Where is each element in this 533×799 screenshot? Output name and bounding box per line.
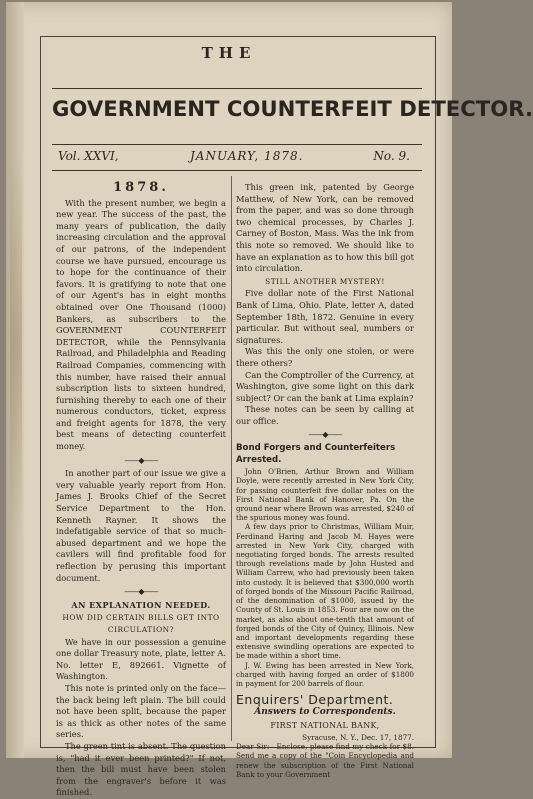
- answers-heading: Answers to Correspondents.: [254, 706, 396, 717]
- stolen-question-paragraph: Was this the only one stolen, or were there others?: [236, 346, 414, 368]
- year-heading: 1878.: [113, 180, 169, 195]
- report-paragraph: In another part of our issue we give a very valuable yearly report from Hon. James J. Brooks Chief of the Secret Service Department to the Hon. Kenneth Rayner. It shows the indefatigable service of that so much-abused department and we hope the cavilers will find profitable food for reflection by perusing this important document.: [56, 468, 226, 583]
- ornament-divider: ——◆——: [308, 430, 342, 440]
- enquirers-heading: Enquirers' Department.: [236, 692, 394, 708]
- letter-paragraph: Dear Sir:—Enclose, please find my check for $8. Send me a copy of the "Coin Encyclopedia and renew the subscription of the First National Bank to your Government: [236, 742, 414, 779]
- ornament-divider: ——◆——: [124, 455, 158, 465]
- explanation-paragraph-3: The green tint is absent. The question is, "had it ever been printed?" If not, then the bill must have been stolen from the engraver's before it was finished.: [56, 740, 226, 798]
- bank-dateline: Syracuse, N. Y., Dec. 17, 1877.: [302, 732, 414, 742]
- muir-paragraph: A few days prior to Christmas, William Muir, Ferdinand Haring and Jacob M. Hayes were arrested in New York City, charged with negotiating forged bonds. The arrests resulted through revelations made by John Husted and William Carrew, who had previously been taken into custody. It is believed that $300,000 worth of forged bonds of the Missouri Pacific Railroad, of the denomination of $1000, issued by the County of St. Louis in 1853. Four are now on the market, as also about one-tenth that amount of forged bonds of the City of Quincy, Illinois. New and important developments regarding these extensive swindling operations are expected to be made within a short time.: [236, 522, 414, 661]
- forgers-heading: Bond Forgers and Counterfeiters Arrested.: [236, 443, 396, 465]
- paper-stain: [10, 150, 22, 540]
- intro-paragraph: With the present number, we begin a new year. The success of the past, the many years of publication, the daily increasing circulation and the approval of our patrons, of the independent course we have pursued, encourage us to hope for the continuance of their favors. It is gratifying to note that one of our Agent's has in eight months obtained over One Thousand (1000) Bankers, as subscribers to the GOVERNMENT COUNTERFEIT DETECTOR, while the Pennsylvania Railroad, and Philadelphia and Reading Railroad Companies, commencing with this number, have raised their annual subscription lists to sixteen hundred, furnishing thereby to each one of their numerous conductors, ticket, express and freight agents for 1878, the very best means of detecting counterfeit money.: [56, 197, 226, 452]
- masthead-top-rule: [52, 88, 422, 89]
- bank-heading: FIRST NATIONAL BANK,: [270, 721, 380, 731]
- explanation-heading: AN EXPLANATION NEEDED.: [71, 599, 211, 610]
- explanation-paragraph-2: This note is printed only on the face—the back being left plain. The bill could not have been split, because the paper is as thick as other notes of the same series.: [56, 682, 226, 740]
- green-ink-paragraph: This green ink, patented by George Matthew, of New York, can be removed from the paper, and was so done through two chemical processes, by Charles J. Carney of Boston, Mass. Was the ink from this note so removed. We should like to have an explanation as to how this bill got into circulation.: [236, 182, 414, 274]
- ornament-divider: ——◆——: [124, 587, 158, 597]
- column-divider: [231, 176, 232, 741]
- right-column: [236, 182, 414, 779]
- ewing-paragraph: J. W. Ewing has been arrested in New York, charged with having forged an order of $1800 in payment for 200 barrels of flour.: [236, 660, 414, 688]
- issue-line: [58, 149, 410, 167]
- masthead-bottom-rule: [52, 144, 422, 145]
- issue-bottom-rule: [52, 170, 422, 171]
- lima-note-paragraph: Five dollar note of the First National Bank of Lima, Ohio. Plate, letter A, dated September 18th, 1872. Genuine in every particular. But without seal, numbers or signatures.: [236, 288, 414, 345]
- issue-number: No. 9.: [373, 149, 410, 163]
- office-paragraph: These notes can be seen by calling at our office.: [236, 404, 414, 426]
- comptroller-paragraph: Can the Comptroller of the Currency, at Washington, give some light on this dark subject? Or can the bank at Lima explain?: [236, 369, 414, 403]
- issue-date: JANUARY, 1878.: [190, 149, 304, 163]
- obrien-paragraph: John O'Brien, Arthur Brown and William Doyle, were recently arrested in New York City, for passing counterfeit five dollar notes on the First National Bank of Hanover, Pa. On the ground near where Brown was arrested, $240 of the spurious money was found.: [236, 467, 414, 523]
- explanation-paragraph-1: We have in our possession a genuine one dollar Treasury note, plate, letter A. No. letter E, 892661. Vignette of Washington.: [56, 636, 226, 682]
- issue-volume: Vol. XXVI,: [58, 149, 119, 163]
- masthead-the: THE: [201, 44, 257, 62]
- mystery-heading: STILL ANOTHER MYSTERY!: [265, 276, 385, 286]
- masthead-title: GOVERNMENT COUNTERFEIT DETECTOR.: [52, 96, 533, 121]
- explanation-subheading: HOW DID CERTAIN BILLS GET INTO CIRCULATION?: [62, 613, 220, 634]
- left-column: [56, 182, 226, 799]
